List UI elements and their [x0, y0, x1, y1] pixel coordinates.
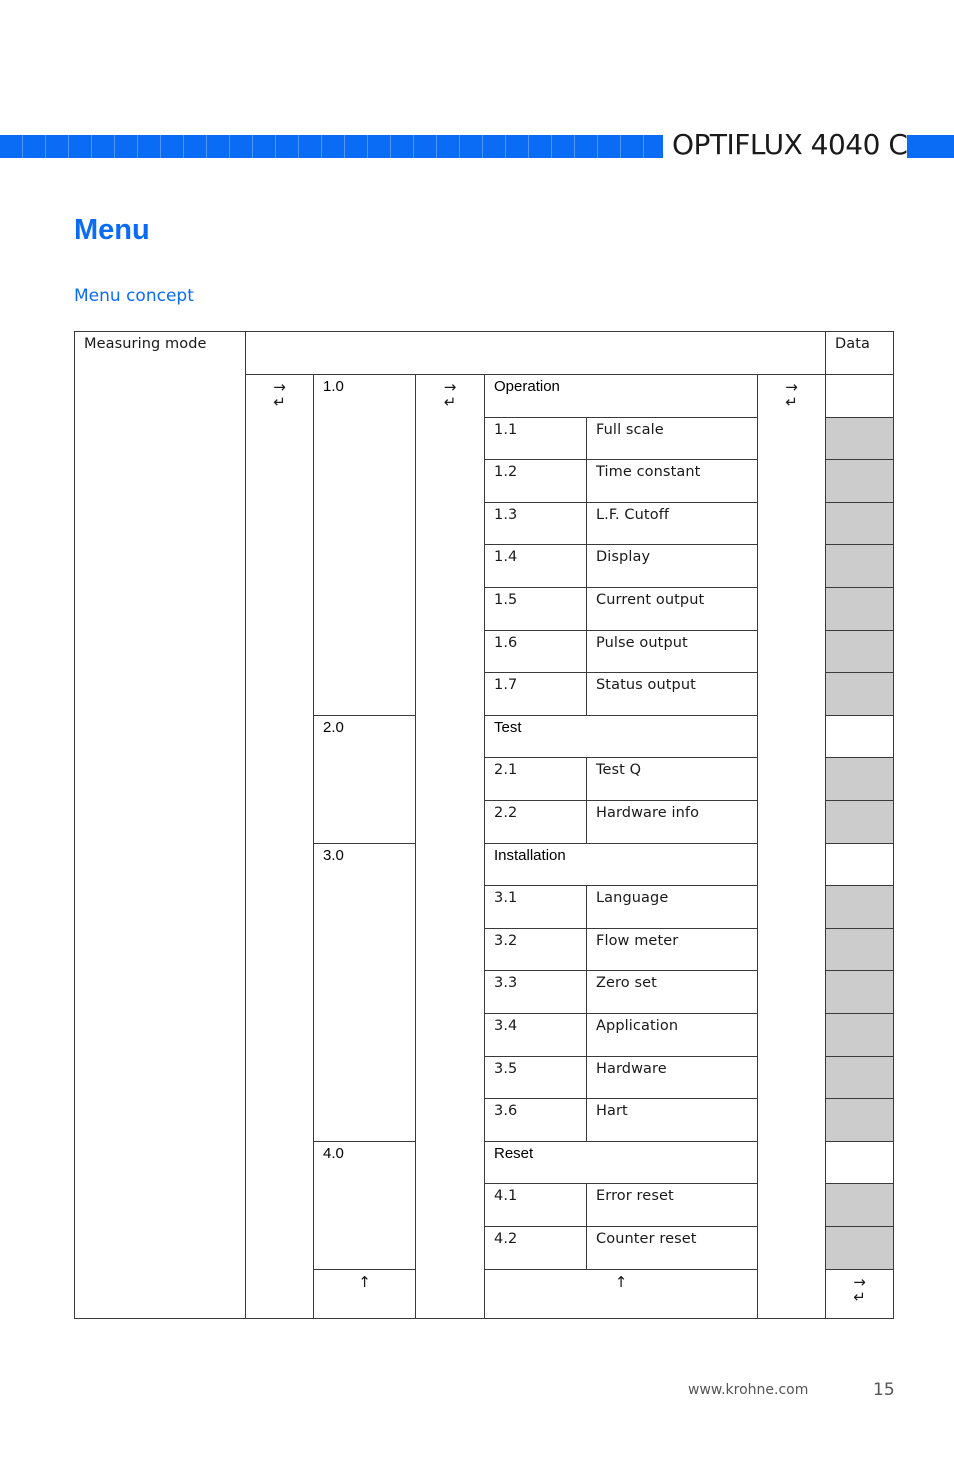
item-number: 2.2	[484, 800, 587, 844]
data-cell	[825, 502, 894, 546]
item-number: 3.5	[484, 1056, 587, 1100]
item-name: Pulse output	[586, 630, 758, 674]
data-cell	[825, 928, 894, 972]
item-number: 1.3	[484, 502, 587, 546]
item-name: Hardware	[586, 1056, 758, 1100]
data-cell	[825, 1226, 894, 1270]
group-number: 3.0	[313, 843, 416, 1142]
up-arrow-cell-2	[484, 1269, 758, 1319]
item-number: 1.1	[484, 417, 587, 461]
item-name: Error reset	[586, 1183, 758, 1227]
data-cell	[825, 843, 894, 887]
return-arrow-icon: ↵	[443, 393, 457, 411]
item-name: Display	[586, 544, 758, 588]
data-cell	[825, 374, 894, 418]
data-cell	[825, 1141, 894, 1185]
item-number: 1.2	[484, 459, 587, 503]
data-cell	[825, 459, 894, 503]
item-number: 3.4	[484, 1013, 587, 1057]
item-name: Language	[586, 885, 758, 929]
item-name: Counter reset	[586, 1226, 758, 1270]
right-arrow-icon: →	[853, 1272, 866, 1291]
data-cell	[825, 715, 894, 759]
data-cell	[825, 885, 894, 929]
item-name: Zero set	[586, 970, 758, 1014]
data-cell	[825, 587, 894, 631]
header-bar-left	[0, 135, 663, 158]
data-cell	[825, 1013, 894, 1057]
item-number: 3.3	[484, 970, 587, 1014]
right-arrow-icon: →	[273, 378, 286, 396]
item-number: 1.6	[484, 630, 587, 674]
enter-arrow-col-3	[757, 374, 826, 1319]
group-number: 4.0	[313, 1141, 416, 1270]
section-title: Menu concept	[74, 286, 194, 306]
return-arrow-icon: ↵	[785, 393, 798, 411]
item-number: 3.2	[484, 928, 587, 972]
data-cell	[825, 630, 894, 674]
page-title: Menu	[74, 214, 150, 246]
group-number: 1.0	[313, 374, 416, 716]
item-number: 1.4	[484, 544, 587, 588]
item-number: 1.7	[484, 672, 587, 716]
group-name: Reset	[484, 1141, 758, 1185]
item-name: Current output	[586, 587, 758, 631]
measuring-mode-label: Measuring mode	[74, 331, 246, 1319]
item-number: 4.1	[484, 1183, 587, 1227]
item-name: Application	[586, 1013, 758, 1057]
data-cell	[825, 970, 894, 1014]
header-spacer	[245, 331, 826, 375]
data-cell	[825, 1056, 894, 1100]
data-cell	[825, 544, 894, 588]
return-arrow-icon: ↵	[273, 393, 286, 411]
enter-arrow-col-2	[415, 374, 485, 1319]
data-cell	[825, 1183, 894, 1227]
item-name: Status output	[586, 672, 758, 716]
group-number: 2.0	[313, 715, 416, 844]
right-arrow-icon: →	[443, 378, 457, 396]
return-arrow-icon: ↵	[853, 1287, 866, 1306]
up-arrow-cell-1	[313, 1269, 416, 1319]
item-number: 2.1	[484, 757, 587, 801]
product-title: OPTIFLUX 4040 C	[672, 128, 908, 161]
data-cell	[825, 417, 894, 461]
item-name: Full scale	[586, 417, 758, 461]
right-arrow-icon: →	[785, 378, 798, 396]
group-name: Installation	[484, 843, 758, 887]
item-number: 1.5	[484, 587, 587, 631]
up-arrow-icon: ↑	[614, 1272, 628, 1291]
item-number: 3.1	[484, 885, 587, 929]
group-name: Operation	[484, 374, 758, 418]
data-cell	[825, 1098, 894, 1142]
item-name: Time constant	[586, 459, 758, 503]
item-name: Hardware info	[586, 800, 758, 844]
item-name: L.F. Cutoff	[586, 502, 758, 546]
item-name: Hart	[586, 1098, 758, 1142]
item-name: Test Q	[586, 757, 758, 801]
footer-url: www.krohne.com	[688, 1382, 809, 1398]
data-cell	[825, 672, 894, 716]
data-cell	[825, 757, 894, 801]
item-number: 4.2	[484, 1226, 587, 1270]
header-bar-right	[907, 135, 954, 158]
item-number: 3.6	[484, 1098, 587, 1142]
group-name: Test	[484, 715, 758, 759]
data-header: Data	[825, 331, 894, 375]
page-number: 15	[873, 1380, 895, 1400]
item-name: Flow meter	[586, 928, 758, 972]
enter-arrow-col-1	[245, 374, 314, 1319]
data-cell	[825, 800, 894, 844]
data-return-arrow-cell	[825, 1269, 894, 1319]
up-arrow-icon: ↑	[358, 1272, 371, 1291]
